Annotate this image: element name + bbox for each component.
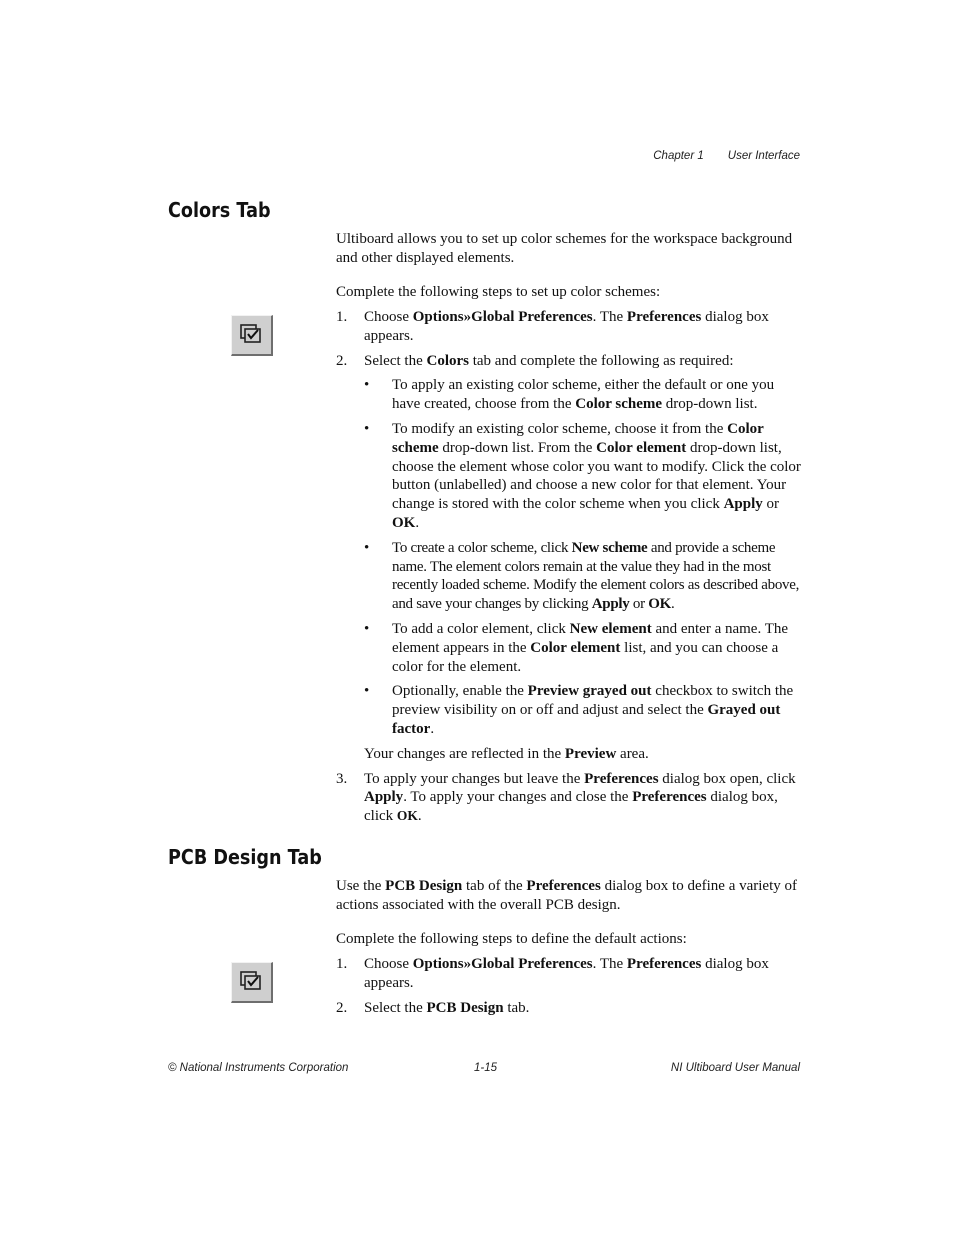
step-3: 3. To apply your changes but leave the Preferences dialog box open, click Apply. To apply your changes and close the Preferences dialog box, click OK.	[336, 770, 796, 825]
colors-tab-steps	[336, 308, 802, 826]
preview-note: Your changes are reflected in the Preview area.	[364, 745, 649, 762]
pcb-design-steps-intro: Complete the following steps to define the default actions:	[336, 931, 687, 947]
chapter-label: Chapter 1	[653, 150, 704, 162]
bullet-add-element: • To add a color element, click New element and enter a name. The element appears in the Color element list, and you can choose a color for the element.	[364, 620, 789, 675]
section-label: User Interface	[727, 150, 800, 162]
footer-page-number: 1-15	[474, 1062, 498, 1074]
step-1: 1. Choose Options»Global Preferences. The Preferences dialog box appears.	[336, 309, 769, 344]
running-header	[653, 150, 800, 162]
preferences-checkbox-icon	[231, 315, 273, 356]
pcb-step-2: 2. Select the PCB Design tab.	[336, 999, 530, 1016]
pcb-step-1: 1. Choose Options»Global Preferences. The Preferences dialog box appears.	[336, 956, 769, 991]
pcb-design-tab-heading: PCB Design Tab	[168, 845, 322, 869]
colors-tab-heading: Colors Tab	[168, 198, 271, 222]
bullet-preview-grayed: • Optionally, enable the Preview grayed out checkbox to switch the preview visibility on or off and adjust and select the Grayed out factor.	[364, 683, 794, 737]
pcb-design-steps	[336, 955, 802, 1017]
preferences-checkbox-icon	[231, 962, 273, 1003]
bullet-create-scheme: • To create a color scheme, click New scheme and provide a scheme name. The element colors remain at the value they had in the most recently loaded scheme. Modify the element colors as described above, and save your changes by clicking Apply or OK.	[364, 539, 800, 613]
footer-manual-title: NI Ultiboard User Manual	[670, 1062, 800, 1074]
footer-copyright: © National Instruments Corporation	[168, 1062, 349, 1074]
colors-tab-steps-intro: Complete the following steps to set up color schemes:	[336, 284, 661, 300]
bullet-apply-scheme: • To apply an existing color scheme, either the default or one you have created, choose from the Color scheme drop-down list.	[364, 377, 775, 413]
bullet-modify-scheme: • To modify an existing color scheme, choose it from the Color scheme drop-down list. From the Color element drop-down list, choose the element whose color you want to modify. Click the color button (unlabelled) and choose a new color for that element. Your change is stored with the color scheme when you click Apply or OK.	[364, 420, 801, 531]
step-2: 2. Select the Colors tab and complete the following as required:	[336, 352, 734, 369]
pcb-design-intro: Use the PCB Design tab of the Preferences dialog box to define a variety of actions associated with the overall PCB design.	[336, 878, 797, 913]
colors-tab-intro: Ultiboard allows you to set up color schemes for the workspace background and other displayed elements.	[336, 231, 793, 266]
